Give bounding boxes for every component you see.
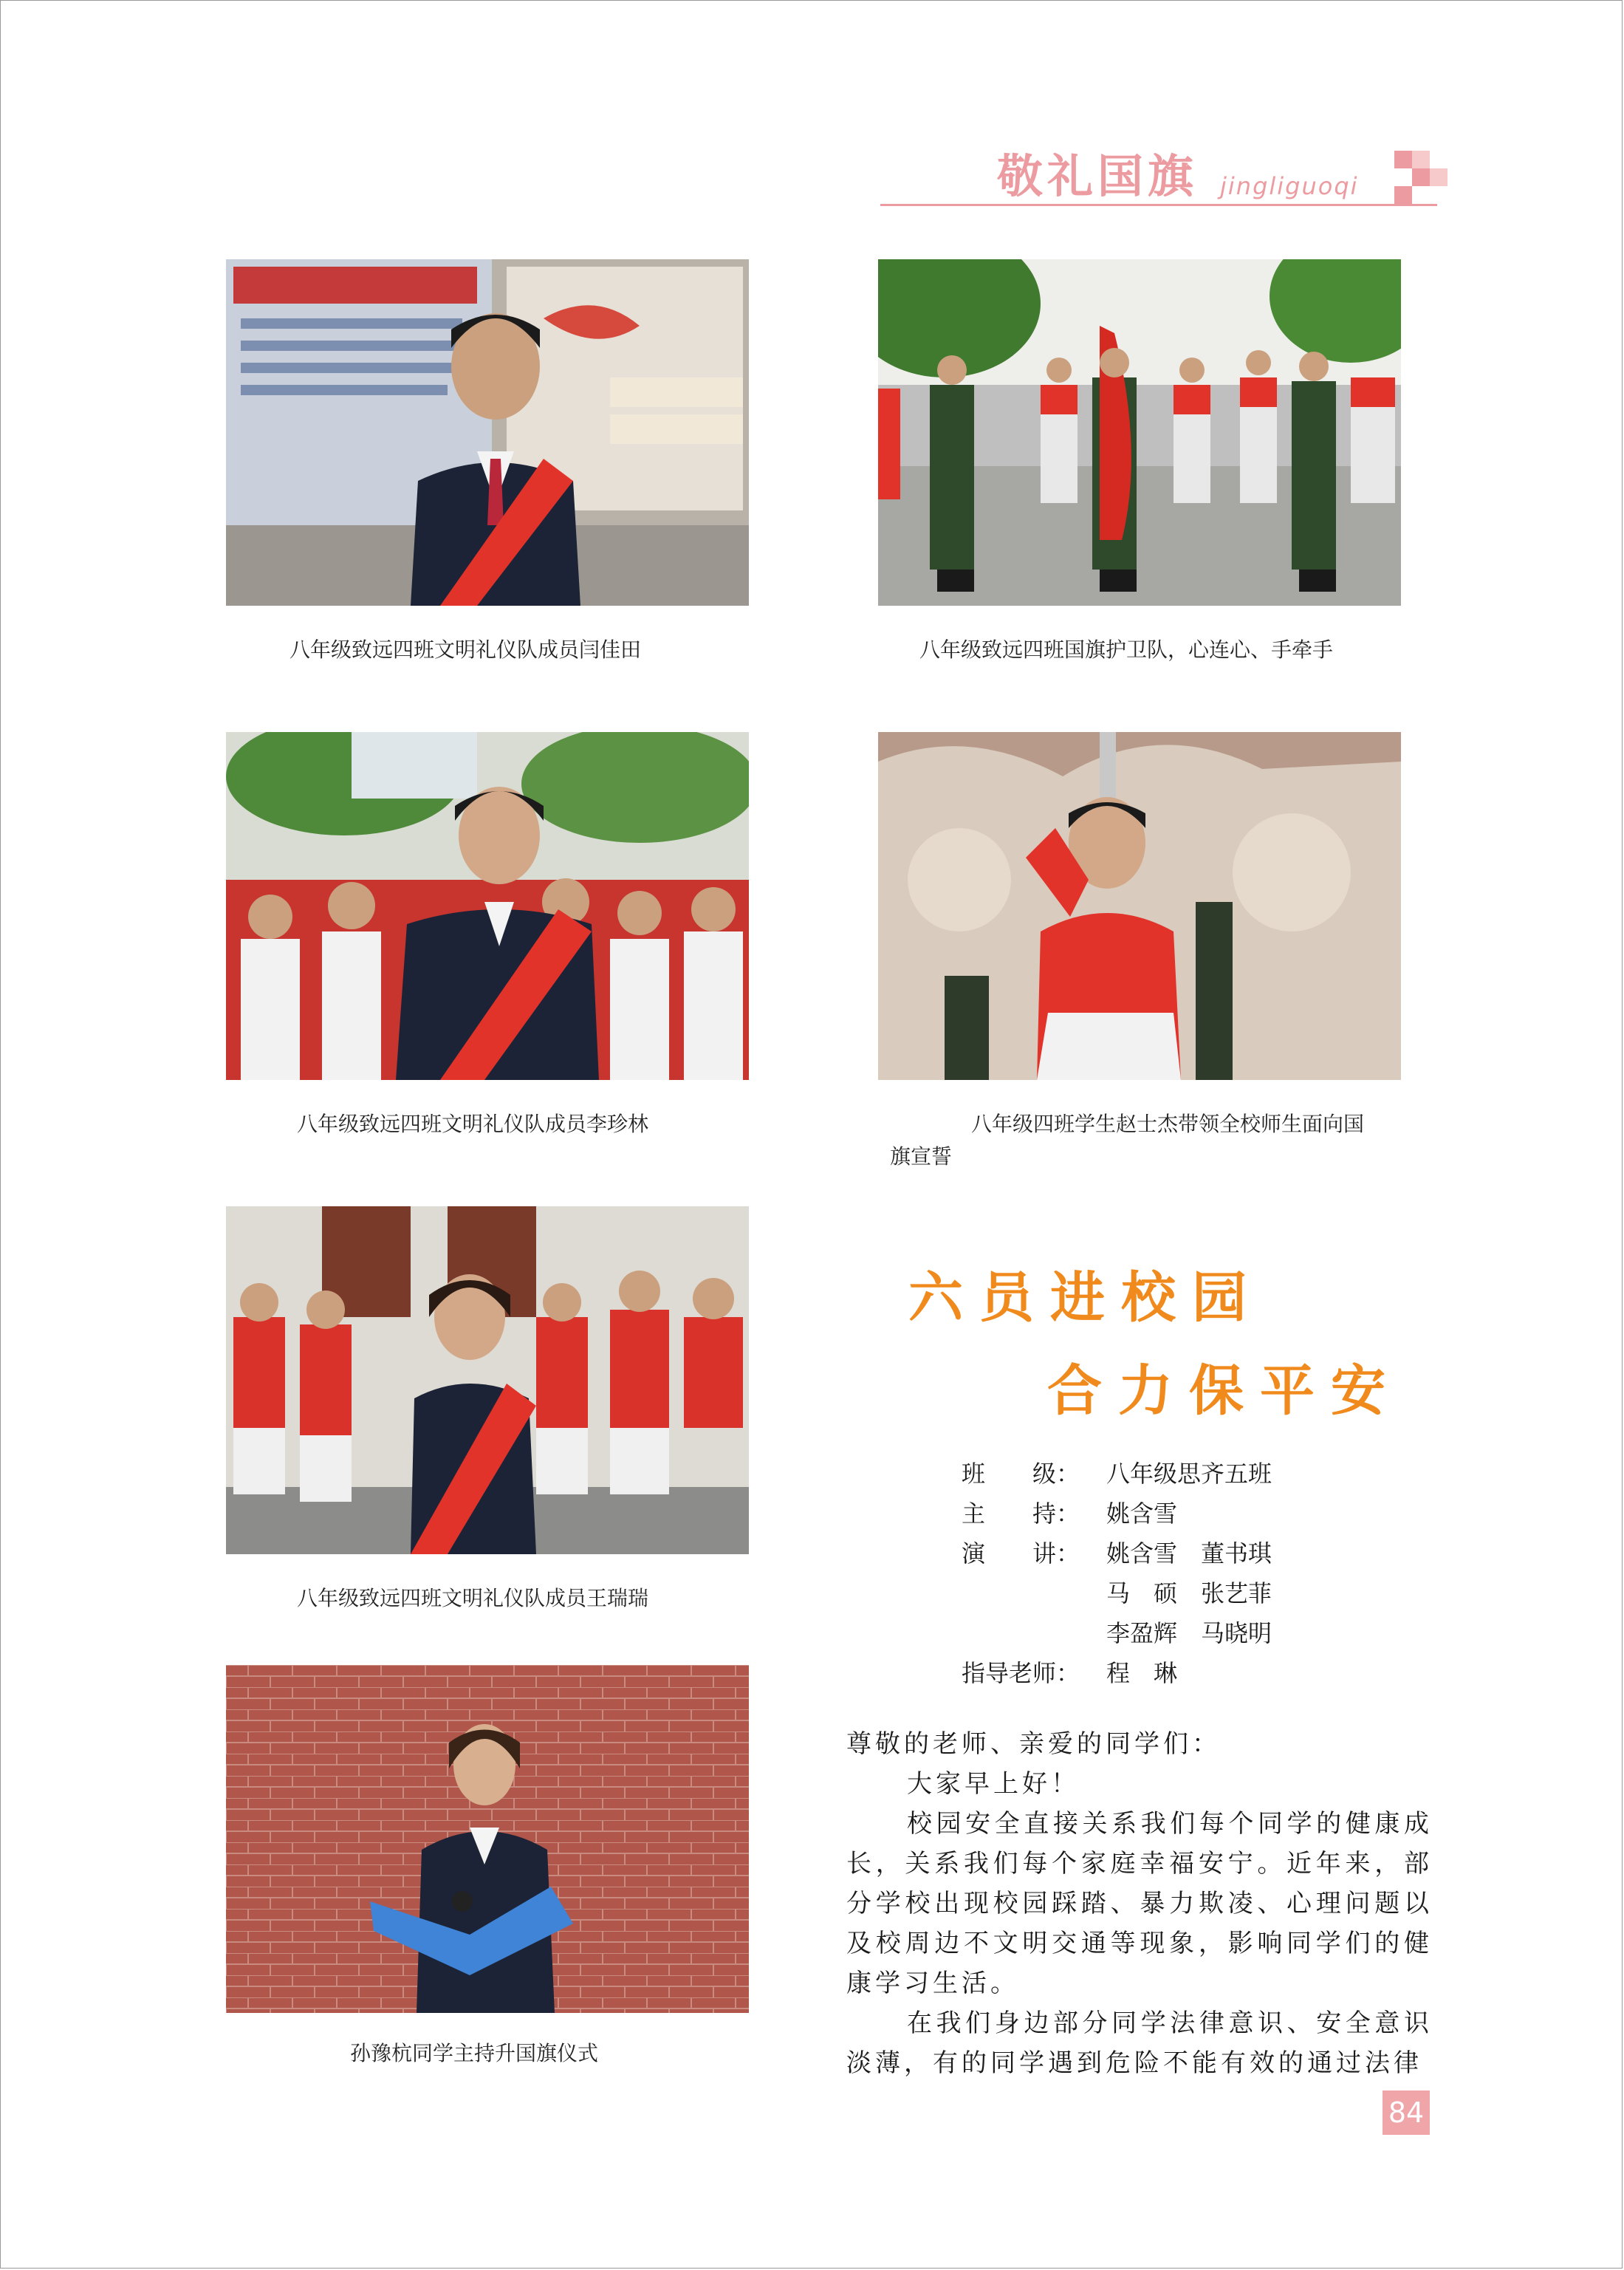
section-subtitle: jingliguoqi <box>1220 172 1359 200</box>
deco-square <box>1394 151 1412 168</box>
info-value: 李盈辉 马晓明 <box>1106 1619 1272 1647</box>
info-value: 马 硕 张艺菲 <box>1106 1579 1272 1607</box>
info-value: 八年级思齐五班 <box>1106 1460 1272 1488</box>
photo-caption: 孙豫杭同学主持升国旗仪式 <box>350 2041 599 2065</box>
photo-caption: 八年级致远四班文明礼仪队成员李珍林 <box>297 1112 649 1136</box>
photo-student-portrait-3 <box>226 1206 749 1554</box>
info-row-teacher <box>962 1658 1177 1688</box>
info-row-host <box>962 1499 1177 1528</box>
deco-square <box>1430 168 1447 186</box>
info-row-speakers-2 <box>962 1579 1272 1608</box>
info-value: 姚含雪 <box>1106 1500 1178 1528</box>
photo-host <box>226 1665 749 2013</box>
header-rule <box>880 204 1437 206</box>
photo-caption: 八年级致远四班文明礼仪队成员闫佳田 <box>289 637 642 662</box>
photo-student-portrait-2 <box>226 732 749 1080</box>
info-row-class <box>962 1459 1272 1488</box>
photo-oath <box>878 732 1401 1080</box>
article-title-line-1: 六员进校园 <box>908 1266 1263 1330</box>
info-label: 班 级： <box>962 1460 1080 1488</box>
photo-caption: 八年级致远四班国旗护卫队，心连心、手牵手 <box>919 637 1334 662</box>
photo-student-portrait-1 <box>226 259 749 606</box>
info-label: 指导老师： <box>962 1659 1080 1687</box>
info-row-speakers-3 <box>962 1618 1272 1648</box>
paragraph: 校园安全直接关系我们每个同学的健康成长，关系我们每个家庭幸福安宁。近年来，部分学校出现校园踩踏、暴力欺凌、心理问题以及校周边不文明交通等现象，影响同学们的健康学习生活。 <box>846 1809 1433 1998</box>
article-title-line-2: 合力保平安 <box>1047 1359 1402 1423</box>
article-body <box>846 1724 1433 2083</box>
paragraph: 在我们身边部分同学法律意识、安全意识淡薄，有的同学遇到危险不能有效的通过法律 <box>846 2009 1433 2078</box>
info-label: 演 讲： <box>962 1539 1080 1568</box>
photo-caption: 八年级致远四班文明礼仪队成员王瑞瑞 <box>297 1586 649 1610</box>
info-value: 姚含雪 董书琪 <box>1106 1539 1272 1568</box>
page-number: 84 <box>1383 2090 1430 2135</box>
section-title: 敬礼国旗 <box>997 149 1199 203</box>
deco-square <box>1394 186 1412 204</box>
info-row-speakers <box>962 1539 1272 1568</box>
greeting: 大家早上好！ <box>907 1769 1080 1799</box>
photo-flag-guards <box>878 259 1401 606</box>
deco-square <box>1412 168 1430 186</box>
deco-square <box>1412 151 1430 168</box>
photo-caption: 八年级四班学生赵士杰带领全校师生面向国旗宣誓 <box>890 1112 1365 1169</box>
salutation: 尊敬的老师、亲爱的同学们： <box>846 1729 1221 1759</box>
info-value: 程 琳 <box>1106 1659 1178 1687</box>
info-label: 主 持： <box>962 1500 1080 1528</box>
